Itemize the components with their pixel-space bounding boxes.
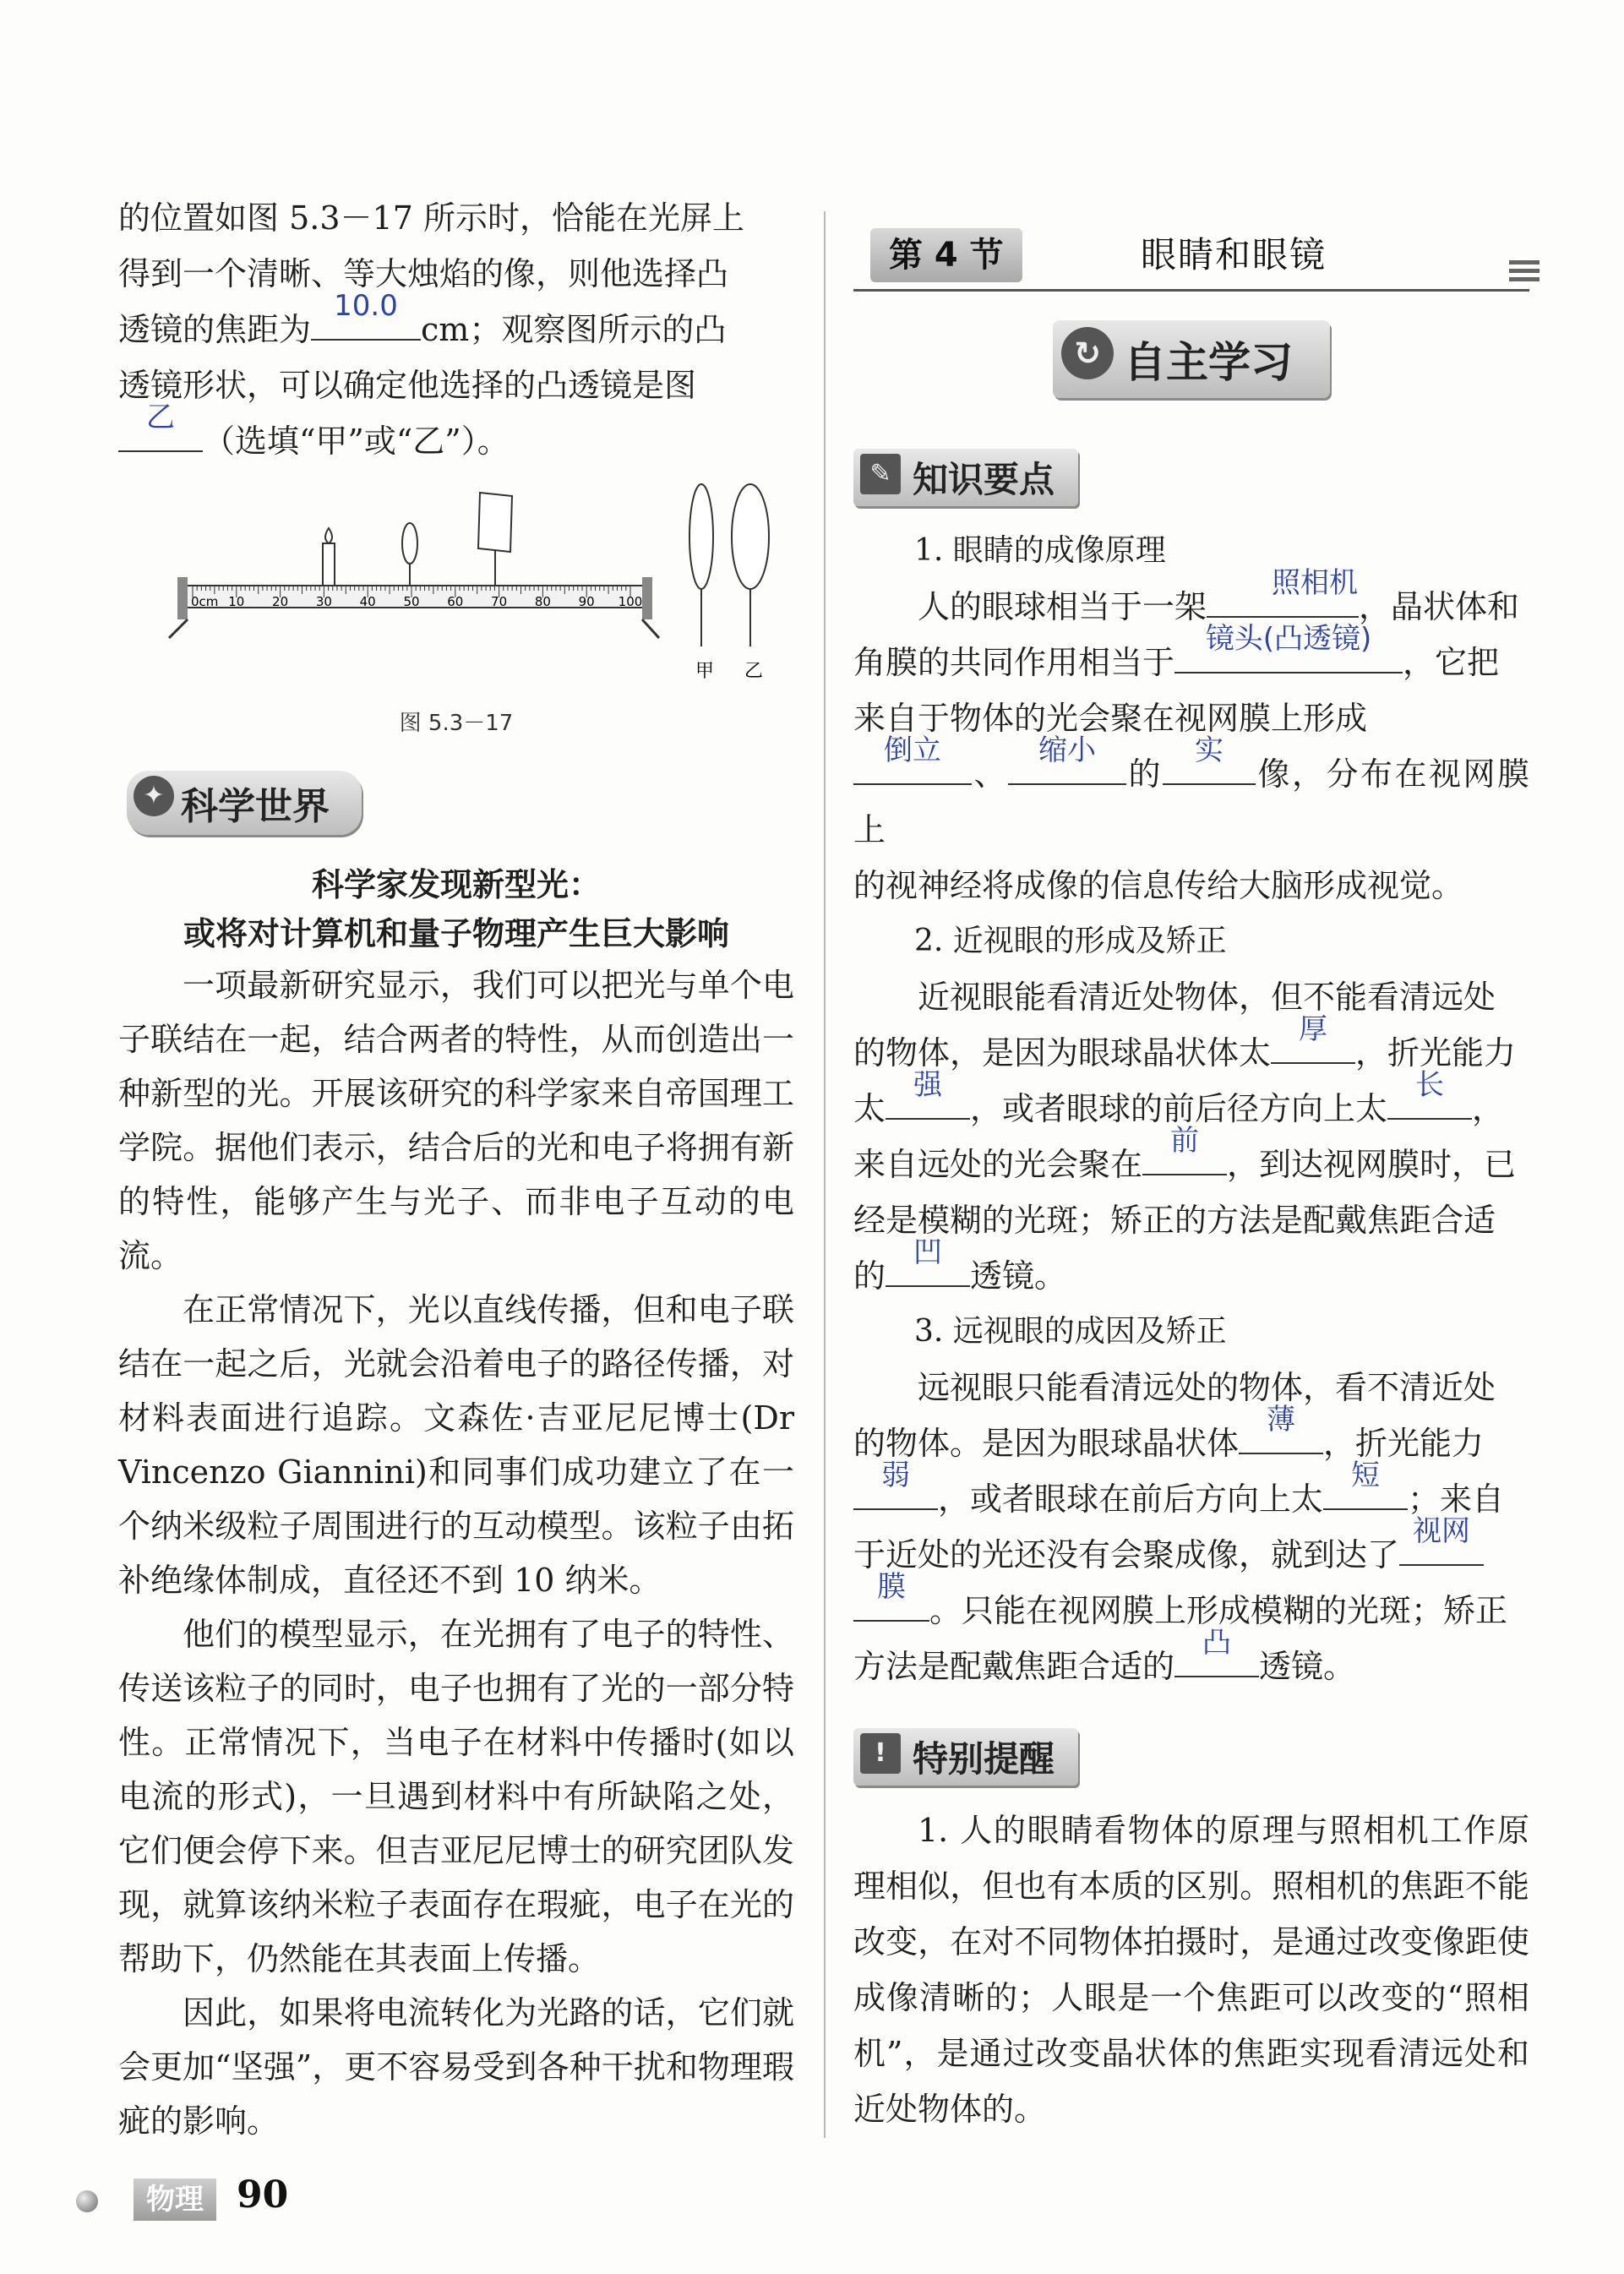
bench-tick-label: 30: [315, 594, 332, 609]
bench-lens: [402, 523, 417, 564]
bench-tick-label: 70: [491, 594, 508, 609]
answer-lens: 乙: [146, 401, 175, 434]
reminder-label: 特别提醒: [913, 1738, 1055, 1780]
intro-line-2: 得到一个清晰、等大烛焰的像，则他选择凸: [118, 255, 729, 292]
bench-tick-label: 20: [272, 594, 289, 609]
s1-blank-3: [853, 733, 972, 785]
s2-answer-1: 厚: [1299, 1012, 1328, 1046]
lens-label-yi: 乙: [744, 661, 764, 682]
candle-flame: [325, 528, 332, 543]
s2-blank-1: [1271, 1012, 1355, 1064]
s3-text: 的物体。是因为眼球晶状体: [853, 1425, 1240, 1462]
lens-yi: [732, 484, 769, 589]
s3-text: 于近处的光还没有会聚成像，就到达了: [853, 1536, 1400, 1573]
s1-answer-2: 镜头(凸透镜): [1205, 622, 1372, 656]
column-divider: [824, 211, 826, 2138]
s1-line: [853, 733, 1529, 858]
s3-text: ；来自: [1408, 1481, 1505, 1518]
s3-line: 远视眼只能看清远处的物体，看不清近处: [918, 1369, 1496, 1406]
bench-tick-label: 0cm: [191, 594, 219, 609]
article-title-2: 或将对计算机和量子物理产生巨大影响: [183, 915, 729, 952]
knowledge-icon: ✎: [860, 454, 901, 494]
knowledge-points-header: [853, 449, 1529, 506]
article-paragraph: 他们的模型显示，在光拥有了电子的特性、传送该粒子的同时，电子也拥有了光的一部分特性。正常情况下，当电子在材料中传播时(如以电流的形式)，一旦遇到材料中有所缺陷之处，它们便会停下来。但吉亚尼尼博士的研究团队发现，就算该纳米粒子表面存在瑕疵，电子在光的帮助下，仍然能在其表面上传播。: [118, 1616, 794, 1977]
menu-lines-icon: [1509, 260, 1540, 286]
science-icon: ✦: [134, 776, 174, 816]
s2-text: ，: [1472, 1090, 1505, 1127]
footer-subject: 物理: [134, 2179, 216, 2221]
s3-blank-2: [853, 1459, 938, 1510]
answer-blank-focal: [311, 289, 421, 341]
s1-text: ，它把: [1403, 644, 1500, 681]
bench-tick-label: 100: [618, 594, 643, 609]
s2-heading: 2. 近视眼的形成及矫正: [914, 924, 1227, 958]
s3-answer-4a: 视网: [1413, 1514, 1471, 1548]
article-paragraph: 在正常情况下，光以直线传播，但和电子联结在一起之后，光就会沿着电子的路径传播，对材料表面进行追踪。文森佐·吉亚尼尼博士(Dr Vincenzo Giannini)和同事们成功建立了在一个纳米级粒子周围进行的互动模型。该粒子由拓补绝缘体制成，直径还不到 10 纳米。: [118, 1291, 794, 1599]
intro-text: cm；观察图所示的凸: [421, 311, 727, 348]
intro-line-1: 的位置如图 5.3－17 所示时，恰能在光屏上: [118, 199, 744, 237]
s1-line: 的视神经将成像的信息传给大脑形成视觉。: [853, 867, 1464, 904]
bench-leg-right: [642, 619, 659, 638]
article-paragraph: 因此，如果将电流转化为光路的话，它们就会更加“坚强”，更不容易受到各种干扰和物理瑕疵的影响。: [118, 1994, 794, 2140]
candle-body: [323, 543, 335, 586]
s3-line: [853, 1514, 1529, 1583]
s2-line: 近视眼能看清近处物体，但不能看清远处: [918, 979, 1496, 1016]
article-title-1: 科学家发现新型光：: [311, 866, 601, 903]
bench-tick-label: 90: [578, 594, 595, 609]
s2-text: 的: [853, 1257, 886, 1295]
s2-text: 的物体，是因为眼球晶状体太: [853, 1034, 1272, 1072]
bench-tick-label: 40: [359, 594, 376, 609]
article-paragraph: 一项最新研究显示，我们可以把光与单个电子联结在一起，结合两者的特性，从而创造出一种新型的光。开展该研究的科学家来自帝国理工学院。据他们表示，结合后的光和电子将拥有新的特性，能够产生与光子、而非电子互动的电流。: [118, 967, 794, 1274]
optical-bench-svg: [118, 477, 794, 697]
chapter-title: 眼睛和眼镜: [1141, 234, 1327, 275]
s3-text: ，或者眼球在前后方向上太: [938, 1481, 1324, 1518]
intro-text: 透镜的焦距为: [118, 311, 312, 348]
bench-tick-label: 10: [228, 594, 245, 609]
right-column: [853, 228, 1529, 2137]
s3-text: 。只能在视网膜上形成模糊的光斑；矫正: [929, 1592, 1508, 1629]
knowledge-points-label: 知识要点: [913, 459, 1055, 500]
s2-answer-5: 凹: [913, 1235, 943, 1269]
s1-text: 人的眼球相当于一架: [918, 588, 1207, 625]
s3-text: 透镜。: [1259, 1648, 1356, 1685]
s1-text: 像，分布在视网膜上: [853, 755, 1529, 848]
s1-line: 来自于物体的光会聚在视网膜上形成: [853, 700, 1368, 737]
s1-text: ，晶状体和: [1359, 588, 1520, 625]
s1-text: 、: [972, 755, 1008, 793]
s2-text: 太: [853, 1090, 886, 1127]
s3-answer-1: 薄: [1267, 1403, 1296, 1437]
s2-line: [853, 1124, 1529, 1192]
page-number: 90: [237, 2173, 289, 2217]
light-screen: [478, 493, 512, 552]
left-column: [118, 190, 794, 2148]
s1-text: 角膜的共同作用相当于: [853, 644, 1175, 681]
s1-heading: 1. 眼睛的成像原理: [914, 533, 1166, 568]
s2-text: ，到达视网膜时，已: [1227, 1146, 1517, 1183]
s3-blank-3: [1323, 1459, 1408, 1510]
s1-line: [853, 622, 1529, 690]
s2-blank-2: [886, 1068, 970, 1120]
s1-blank-2: [1174, 622, 1403, 673]
s3-line: [853, 1626, 1529, 1694]
bench-tick-label: 50: [403, 594, 420, 609]
s2-blank-5: [886, 1235, 970, 1287]
self-study-header: [853, 320, 1529, 398]
answer-focal: 10.0: [334, 289, 398, 323]
self-study-icon: ↻: [1061, 327, 1114, 379]
bench-leg-left: [169, 619, 188, 638]
chapter-number: 第 4 节: [870, 228, 1022, 282]
s3-text: ，折光能力: [1323, 1425, 1485, 1462]
s2-text: 来自远处的光会聚在: [853, 1146, 1143, 1183]
s3-answer-2: 弱: [881, 1459, 910, 1492]
s3-heading: 3. 远视眼的成因及矫正: [914, 1314, 1227, 1349]
bench-end-left: [177, 577, 188, 619]
s3-blank-1: [1239, 1403, 1323, 1454]
intro-line-3: [118, 289, 794, 357]
intro-line-4: 透镜形状，可以确定他选择的凸透镜是图: [118, 367, 697, 404]
s2-text: 透镜。: [970, 1257, 1067, 1295]
bench-tick-label: 80: [534, 594, 551, 609]
s1-answer-1: 照相机: [1272, 566, 1359, 600]
s2-answer-3: 长: [1415, 1068, 1445, 1102]
s3-answer-3: 短: [1351, 1459, 1381, 1492]
s2-text: ，或者眼球的前后径方向上太: [970, 1090, 1388, 1127]
s2-blank-4: [1142, 1124, 1227, 1175]
s3-blank-4a: [1399, 1514, 1484, 1566]
s1-answer-4: 缩小: [1038, 733, 1096, 767]
s3-answer-4b: 膜: [877, 1570, 906, 1604]
reminder-badge: [853, 1728, 1078, 1786]
s1-text: 的: [1126, 755, 1163, 793]
s3-answer-5: 凸: [1202, 1626, 1232, 1660]
s1-answer-5: 实: [1195, 733, 1223, 767]
intro-text: （选填“甲”或“乙”）。: [203, 423, 510, 460]
s1-answer-3: 倒立: [884, 733, 941, 767]
knowledge-points-badge: [853, 449, 1078, 506]
science-world-badge: [127, 771, 362, 835]
bench-tick-label: 60: [447, 594, 464, 609]
s2-text: ，折光能力: [1355, 1034, 1517, 1072]
s1-blank-4: [1008, 733, 1126, 785]
s3-line: [853, 1403, 1529, 1471]
s2-answer-4: 前: [1170, 1124, 1200, 1158]
s2-line: 经是模糊的光斑；矫正的方法是配戴焦距合适: [853, 1202, 1496, 1239]
lens-jia: [689, 484, 713, 589]
s1-blank-5: [1163, 733, 1256, 785]
s3-blank-4b: [853, 1570, 929, 1622]
s2-line: [853, 1235, 1529, 1304]
s2-blank-3: [1387, 1068, 1472, 1120]
answer-blank-lens: [118, 401, 203, 452]
lens-label-jia: 甲: [695, 661, 715, 682]
science-world-label: 科学世界: [181, 785, 330, 828]
footer-dot-icon: [76, 2190, 98, 2212]
figure-caption: 图 5.3－17: [399, 711, 514, 736]
science-world-header: [127, 771, 794, 835]
bench-end-right: [642, 577, 652, 619]
chapter-header: [853, 228, 1529, 292]
self-study-badge: [1053, 320, 1330, 398]
s2-answer-2: 强: [913, 1068, 943, 1102]
reminder-icon: !: [860, 1733, 901, 1774]
optical-bench-figure: [118, 477, 794, 697]
reminder-text: 1. 人的眼睛看物体的原理与照相机工作原理相似，但也有本质的区别。照相机的焦距不能改变，在对不同物体拍摄时，是通过改变像距使成像清晰的；人眼是一个焦距可以改变的“照相机”，是通过改变晶状体的焦距实现看清远处和近处物体的。: [853, 1812, 1529, 2128]
s3-text: 方法是配戴焦距合适的: [853, 1648, 1175, 1685]
reminder-header: [853, 1728, 1529, 1786]
intro-line-5: [118, 401, 794, 469]
self-study-label: 自主学习: [1124, 338, 1293, 387]
s3-blank-5: [1174, 1626, 1259, 1677]
